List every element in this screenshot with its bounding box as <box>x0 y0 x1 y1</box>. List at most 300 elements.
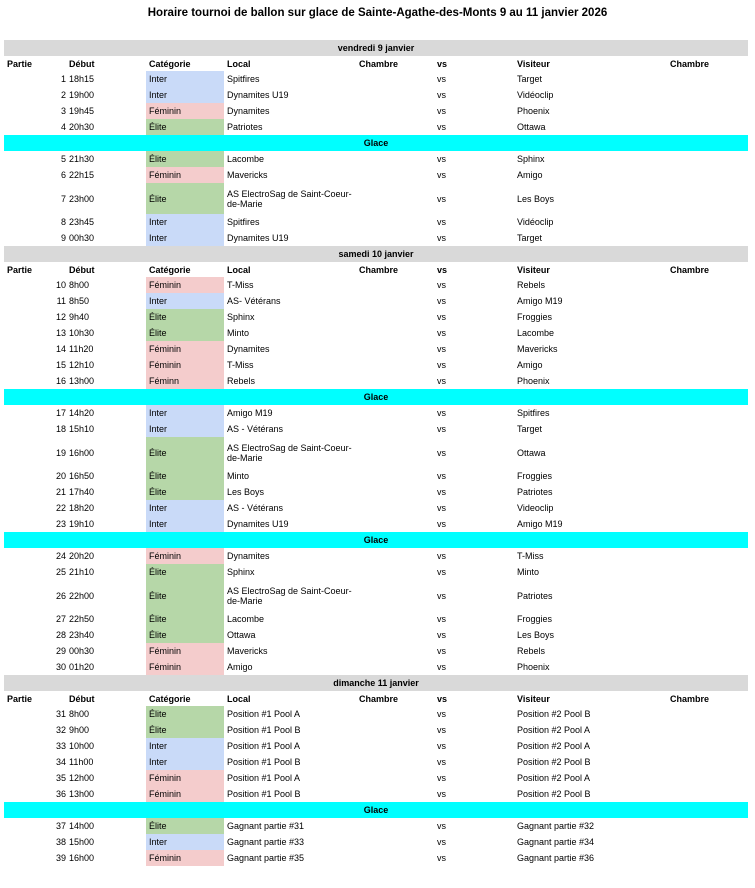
visitor-team: Position #2 Pool B <box>517 709 591 719</box>
visitor-team: Minto <box>517 567 540 577</box>
visitor-team: Lacombe <box>517 328 555 338</box>
table-row <box>4 293 748 309</box>
game-time: 13h00 <box>69 376 95 386</box>
versus-label: vs <box>437 376 446 386</box>
home-team: Dynamites U19 <box>227 233 289 243</box>
game-time: 15h10 <box>69 424 95 434</box>
table-row <box>4 580 748 611</box>
game-category: Élite <box>146 437 224 468</box>
game-category: Féminin <box>146 277 224 293</box>
visitor-team: Phoenix <box>517 662 550 672</box>
game-number: 34 <box>55 757 66 767</box>
versus-label: vs <box>437 122 446 132</box>
visitor-team: Froggies <box>517 312 553 322</box>
game-number: 22 <box>55 503 66 513</box>
visitor-team: Vidéoclip <box>517 90 554 100</box>
game-time: 11h00 <box>69 757 94 767</box>
game-time: 14h20 <box>69 408 95 418</box>
home-team: Spitfires <box>227 217 260 227</box>
header-partie: Partie <box>7 264 33 275</box>
home-team: Amigo M19 <box>227 408 273 418</box>
versus-label: vs <box>437 217 446 227</box>
table-row <box>4 373 748 389</box>
game-time: 19h00 <box>69 90 95 100</box>
game-number: 20 <box>55 471 66 481</box>
versus-label: vs <box>437 773 446 783</box>
game-category: Élite <box>146 611 224 627</box>
game-category: Féminin <box>146 850 224 866</box>
versus-label: vs <box>437 328 446 338</box>
visitor-team: Ottawa <box>517 447 546 458</box>
visitor-team: Videoclip <box>517 503 554 513</box>
versus-label: vs <box>437 757 446 767</box>
game-category: Élite <box>146 722 224 738</box>
day-banner <box>4 40 748 56</box>
home-team: Position #1 Pool A <box>227 741 301 751</box>
game-time: 13h00 <box>69 789 95 799</box>
versus-label: vs <box>437 590 446 601</box>
glace-label: Glace <box>363 535 389 545</box>
game-category: Féminin <box>146 786 224 802</box>
versus-label: vs <box>437 296 446 306</box>
header-partie: Partie <box>7 693 33 704</box>
glace-banner <box>4 389 748 405</box>
game-number: 15 <box>55 360 66 370</box>
header-local: Local <box>227 264 251 275</box>
home-team: Gagnant partie #33 <box>227 837 305 847</box>
game-number: 6 <box>60 170 66 180</box>
game-time: 23h40 <box>69 630 95 640</box>
home-team: Sphinx <box>227 312 255 322</box>
header-categorie: Catégorie <box>149 264 191 275</box>
versus-label: vs <box>437 424 446 434</box>
game-number: 11 <box>56 296 66 306</box>
game-time: 22h15 <box>69 170 95 180</box>
versus-label: vs <box>437 154 446 164</box>
game-number: 3 <box>60 106 66 116</box>
header-categorie: Catégorie <box>149 693 191 704</box>
versus-label: vs <box>437 106 446 116</box>
versus-label: vs <box>437 567 446 577</box>
header-chambre-visiteur: Chambre <box>670 693 710 704</box>
home-team: Gagnant partie #35 <box>227 853 305 863</box>
visitor-team: Position #2 Pool A <box>517 725 591 735</box>
game-number: 18 <box>55 424 66 434</box>
game-number: 32 <box>55 725 66 735</box>
home-team: Lacombe <box>227 154 265 164</box>
home-team: Position #1 Pool B <box>227 725 301 735</box>
home-team: Position #1 Pool B <box>227 757 301 767</box>
table-row <box>4 770 748 786</box>
versus-label: vs <box>437 821 446 831</box>
home-team: Gagnant partie #31 <box>227 821 305 831</box>
visitor-team: Target <box>517 424 543 434</box>
day-label: dimanche 11 janvier <box>333 678 419 688</box>
header-local: Local <box>227 58 251 69</box>
game-time: 10h00 <box>69 741 95 751</box>
game-category: Féminin <box>146 548 224 564</box>
game-category: Élite <box>146 309 224 325</box>
visitor-team: Rebels <box>517 646 546 656</box>
table-row <box>4 71 748 87</box>
game-time: 00h30 <box>69 233 95 243</box>
game-category: Élite <box>146 325 224 341</box>
game-category: Élite <box>146 183 224 214</box>
home-team: Mavericks <box>227 646 268 656</box>
home-team: Sphinx <box>227 567 255 577</box>
game-time: 22h00 <box>69 590 95 601</box>
game-time: 21h10 <box>69 567 95 577</box>
table-row <box>4 722 748 738</box>
game-category: Élite <box>146 564 224 580</box>
versus-label: vs <box>437 170 446 180</box>
game-number: 33 <box>55 741 66 751</box>
home-team: Dynamites U19 <box>227 90 289 100</box>
game-number: 14 <box>55 344 66 354</box>
game-category: Inter <box>146 500 224 516</box>
visitor-team: Spitfires <box>517 408 550 418</box>
visitor-team: Sphinx <box>517 154 545 164</box>
visitor-team: Target <box>517 233 543 243</box>
game-category: Élite <box>146 484 224 500</box>
game-category: Féminin <box>146 659 224 675</box>
game-number: 2 <box>60 90 66 100</box>
visitor-team: Amigo M19 <box>517 296 563 306</box>
game-number: 38 <box>55 837 66 847</box>
versus-label: vs <box>437 789 446 799</box>
home-team: T-Miss <box>227 280 254 290</box>
header-local: Local <box>227 693 251 704</box>
game-category: Féminin <box>146 643 224 659</box>
versus-label: vs <box>437 709 446 719</box>
game-number: 28 <box>55 630 66 640</box>
header-vs: vs <box>437 264 448 275</box>
game-time: 01h20 <box>69 662 95 672</box>
game-time: 20h20 <box>69 551 95 561</box>
visitor-team: Gagnant partie #32 <box>517 821 595 831</box>
home-team: Mavericks <box>227 170 268 180</box>
table-row <box>4 167 748 183</box>
table-row <box>4 309 748 325</box>
table-row <box>4 357 748 373</box>
home-team: Minto <box>227 328 250 338</box>
game-number: 4 <box>60 122 66 132</box>
home-team: Dynamites <box>227 551 270 561</box>
visitor-team: Phoenix <box>517 106 550 116</box>
home-team: Les Boys <box>227 487 265 497</box>
game-time: 16h00 <box>69 853 95 863</box>
versus-label: vs <box>437 360 446 370</box>
game-time: 19h10 <box>69 519 95 529</box>
versus-label: vs <box>437 853 446 863</box>
page-title: Horaire tournoi de ballon sur glace de Sainte-Agathe-des-Monts 9 au 11 janvier 2026 <box>147 7 608 19</box>
game-number: 13 <box>55 328 66 338</box>
game-number: 36 <box>55 789 66 799</box>
game-category: Inter <box>146 754 224 770</box>
game-time: 15h00 <box>69 837 95 847</box>
game-number: 23 <box>55 519 66 529</box>
game-time: 10h30 <box>69 328 95 338</box>
home-team: Dynamites <box>227 344 270 354</box>
game-number: 35 <box>55 773 66 783</box>
versus-label: vs <box>437 90 446 100</box>
versus-label: vs <box>437 551 446 561</box>
home-team: AS - Vétérans <box>227 503 284 513</box>
game-time: 8h00 <box>69 280 90 290</box>
schedule-table <box>4 40 748 866</box>
game-category: Élite <box>146 706 224 722</box>
header-partie: Partie <box>7 58 33 69</box>
game-category: Inter <box>146 738 224 754</box>
table-row <box>4 325 748 341</box>
glace-banner <box>4 532 748 548</box>
game-time: 20h30 <box>69 122 95 132</box>
game-category: Féminin <box>146 167 224 183</box>
home-team: AS ElectroSag de Saint-Coeur-de-Marie <box>227 585 352 606</box>
game-time: 22h50 <box>69 614 95 624</box>
game-number: 12 <box>55 312 66 322</box>
header-vs: vs <box>437 58 448 69</box>
home-team: AS - Vétérans <box>227 424 284 434</box>
table-row <box>4 277 748 293</box>
home-team: Ottawa <box>227 630 256 640</box>
home-team: Position #1 Pool A <box>227 773 301 783</box>
game-number: 26 <box>55 590 66 601</box>
header-visiteur: Visiteur <box>517 693 550 704</box>
game-category: Féminin <box>146 341 224 357</box>
versus-label: vs <box>437 344 446 354</box>
game-time: 16h00 <box>69 447 95 458</box>
game-category: Féminin <box>146 103 224 119</box>
game-category: Féminin <box>146 357 224 373</box>
home-team: Dynamites U19 <box>227 519 289 529</box>
table-row <box>4 659 748 675</box>
home-team: Rebels <box>227 376 256 386</box>
home-team: AS ElectroSag de Saint-Coeur-de-Marie <box>227 188 352 209</box>
visitor-team: T-Miss <box>517 551 544 561</box>
visitor-team: Position #2 Pool A <box>517 773 591 783</box>
game-category: Élite <box>146 580 224 611</box>
home-team: Amigo <box>227 662 253 672</box>
game-number: 10 <box>55 280 66 290</box>
versus-label: vs <box>437 74 446 84</box>
table-row <box>4 484 748 500</box>
header-chambre: Chambre <box>359 264 399 275</box>
versus-label: vs <box>437 447 446 458</box>
glace-banner <box>4 802 748 818</box>
visitor-team: Position #2 Pool B <box>517 789 591 799</box>
game-time: 8h00 <box>69 709 90 719</box>
visitor-team: Les Boys <box>517 630 555 640</box>
game-time: 12h10 <box>69 360 95 370</box>
game-category: Inter <box>146 293 224 309</box>
game-time: 8h50 <box>69 296 90 306</box>
table-row <box>4 627 748 643</box>
visitor-team: Position #2 Pool B <box>517 757 591 767</box>
game-number: 17 <box>55 408 66 418</box>
home-team: AS ElectroSag de Saint-Coeur-de-Marie <box>227 442 352 463</box>
versus-label: vs <box>437 837 446 847</box>
versus-label: vs <box>437 741 446 751</box>
game-number: 27 <box>55 614 66 624</box>
header-visiteur: Visiteur <box>517 58 550 69</box>
table-row <box>4 151 748 167</box>
visitor-team: Gagnant partie #34 <box>517 837 595 847</box>
game-time: 23h00 <box>69 193 95 204</box>
game-time: 23h45 <box>69 217 95 227</box>
glace-label: Glace <box>363 392 389 402</box>
game-number: 5 <box>60 154 66 164</box>
versus-label: vs <box>437 630 446 640</box>
visitor-team: Froggies <box>517 614 553 624</box>
home-team: Patriotes <box>227 122 263 132</box>
game-time: 11h20 <box>69 344 94 354</box>
table-row <box>4 421 748 437</box>
visitor-team: Amigo M19 <box>517 519 563 529</box>
table-row <box>4 850 748 866</box>
game-category: Inter <box>146 214 224 230</box>
table-row <box>4 500 748 516</box>
visitor-team: Amigo <box>517 170 543 180</box>
visitor-team: Phoenix <box>517 376 550 386</box>
day-banner <box>4 246 748 262</box>
game-category: Élite <box>146 151 224 167</box>
header-debut: Début <box>69 693 95 704</box>
versus-label: vs <box>437 503 446 513</box>
game-category: Élite <box>146 818 224 834</box>
table-row <box>4 437 748 468</box>
table-row <box>4 754 748 770</box>
game-number: 39 <box>55 853 66 863</box>
header-debut: Début <box>69 58 95 69</box>
home-team: Minto <box>227 471 250 481</box>
home-team: Position #1 Pool A <box>227 709 301 719</box>
versus-label: vs <box>437 408 446 418</box>
glace-label: Glace <box>363 805 389 815</box>
table-row <box>4 405 748 421</box>
game-time: 16h50 <box>69 471 95 481</box>
game-number: 8 <box>60 217 66 227</box>
versus-label: vs <box>437 519 446 529</box>
visitor-team: Les Boys <box>517 193 555 204</box>
visitor-team: Gagnant partie #36 <box>517 853 595 863</box>
table-row <box>4 516 748 532</box>
glace-label: Glace <box>363 138 389 148</box>
home-team: T-Miss <box>227 360 254 370</box>
day-label: vendredi 9 janvier <box>337 43 415 53</box>
game-time: 00h30 <box>69 646 95 656</box>
game-time: 19h45 <box>69 106 95 116</box>
game-time: 18h20 <box>69 503 95 513</box>
game-category: Inter <box>146 421 224 437</box>
table-row <box>4 786 748 802</box>
home-team: Dynamites <box>227 106 270 116</box>
game-category: Inter <box>146 230 224 246</box>
day-label: samedi 10 janvier <box>338 249 414 259</box>
day-banner <box>4 675 748 691</box>
versus-label: vs <box>437 662 446 672</box>
game-number: 31 <box>55 709 66 719</box>
header-debut: Début <box>69 264 95 275</box>
visitor-team: Vidéoclip <box>517 217 554 227</box>
column-header-row <box>4 691 748 706</box>
game-category: Élite <box>146 627 224 643</box>
versus-label: vs <box>437 614 446 624</box>
glace-banner <box>4 135 748 151</box>
game-category: Inter <box>146 405 224 421</box>
home-team: Lacombe <box>227 614 265 624</box>
table-row <box>4 183 748 214</box>
game-number: 30 <box>55 662 66 672</box>
game-number: 37 <box>55 821 66 831</box>
header-chambre-visiteur: Chambre <box>670 264 710 275</box>
game-category: Féminn <box>146 373 224 389</box>
game-time: 12h00 <box>69 773 95 783</box>
home-team: Position #1 Pool B <box>227 789 301 799</box>
visitor-team: Ottawa <box>517 122 546 132</box>
game-number: 25 <box>55 567 66 577</box>
column-header-row <box>4 262 748 277</box>
table-row <box>4 214 748 230</box>
table-row <box>4 548 748 564</box>
versus-label: vs <box>437 312 446 322</box>
table-row <box>4 87 748 103</box>
visitor-team: Position #2 Pool A <box>517 741 591 751</box>
visitor-team: Froggies <box>517 471 553 481</box>
table-row <box>4 611 748 627</box>
table-row <box>4 818 748 834</box>
versus-label: vs <box>437 487 446 497</box>
table-row <box>4 468 748 484</box>
header-categorie: Catégorie <box>149 58 191 69</box>
home-team: AS- Vétérans <box>227 296 281 306</box>
game-category: Féminin <box>146 770 224 786</box>
game-category: Élite <box>146 119 224 135</box>
versus-label: vs <box>437 646 446 656</box>
game-time: 9h00 <box>69 725 90 735</box>
header-visiteur: Visiteur <box>517 264 550 275</box>
visitor-team: Amigo <box>517 360 543 370</box>
table-row <box>4 119 748 135</box>
visitor-team: Patriotes <box>517 487 553 497</box>
table-row <box>4 834 748 850</box>
table-row <box>4 341 748 357</box>
game-number: 9 <box>60 233 66 243</box>
game-category: Inter <box>146 87 224 103</box>
header-vs: vs <box>437 693 448 704</box>
game-time: 21h30 <box>69 154 95 164</box>
versus-label: vs <box>437 280 446 290</box>
header-chambre: Chambre <box>359 693 399 704</box>
game-time: 17h40 <box>69 487 95 497</box>
table-row <box>4 643 748 659</box>
game-number: 29 <box>55 646 66 656</box>
versus-label: vs <box>437 725 446 735</box>
table-row <box>4 230 748 246</box>
versus-label: vs <box>437 471 446 481</box>
game-number: 1 <box>60 74 66 84</box>
game-category: Inter <box>146 71 224 87</box>
visitor-team: Target <box>517 74 543 84</box>
table-row <box>4 706 748 722</box>
game-time: 14h00 <box>69 821 95 831</box>
game-category: Inter <box>146 516 224 532</box>
visitor-team: Mavericks <box>517 344 558 354</box>
visitor-team: Patriotes <box>517 590 553 601</box>
game-time: 9h40 <box>69 312 90 322</box>
game-category: Élite <box>146 468 224 484</box>
game-number: 19 <box>55 447 66 458</box>
